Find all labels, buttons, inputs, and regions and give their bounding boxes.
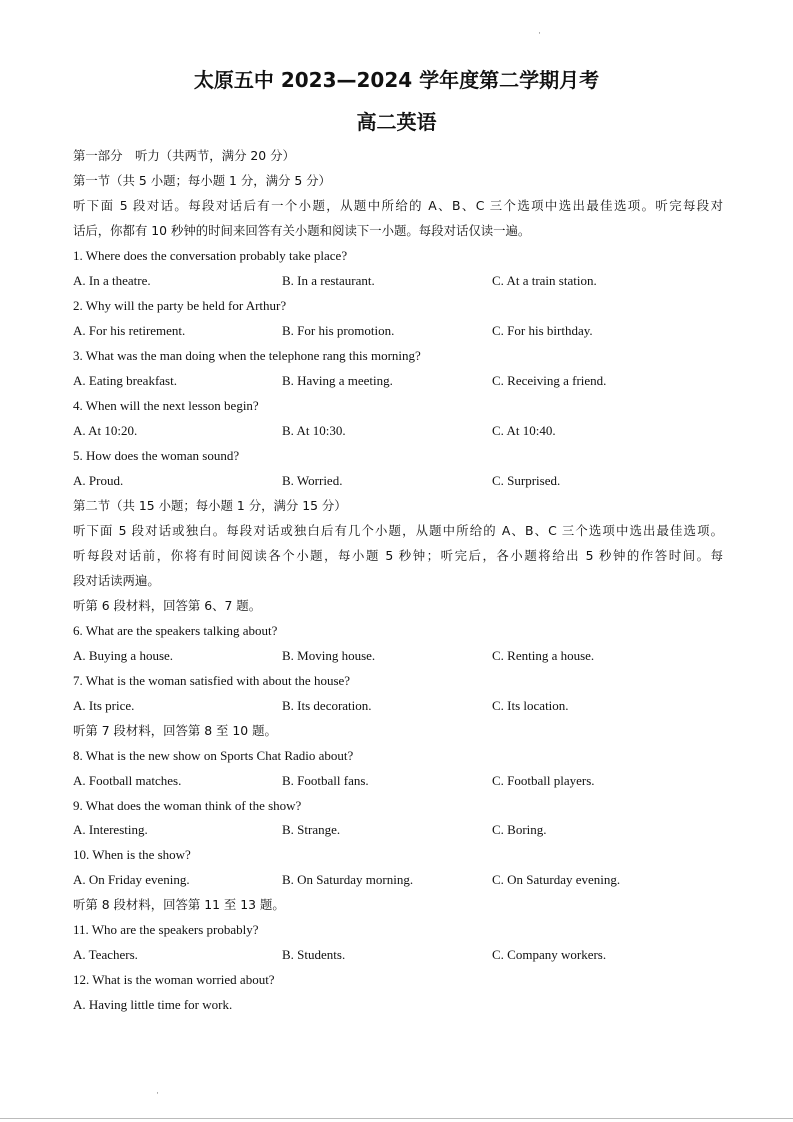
question-4: 4. When will the next lesson begin?: [73, 398, 259, 413]
question-6: 6. What are the speakers talking about?: [73, 623, 278, 638]
question-11: 11. Who are the speakers probably?: [73, 922, 259, 937]
question-11-option-b: B. Students.: [282, 947, 346, 962]
material-6-note: 听第 6 段材料，回答第 6、7 题。: [73, 598, 262, 613]
question-4-option-b: B. At 10:30.: [282, 423, 346, 438]
question-2-option-b: B. For his promotion.: [282, 323, 395, 338]
section2-instruction-line: 段对话读两遍。: [73, 573, 160, 588]
page-bottom-rule: [0, 1118, 793, 1119]
question-4-option-a: A. At 10:20.: [73, 423, 138, 438]
question-8: 8. What is the new show on Sports Chat Radio about?: [73, 748, 354, 763]
question-9-option-a: A. Interesting.: [73, 822, 148, 837]
question-9-option-c: C. Boring.: [492, 822, 547, 837]
question-12: 12. What is the woman worried about?: [73, 972, 275, 987]
question-3-option-c: C. Receiving a friend.: [492, 373, 607, 388]
question-7-option-b: B. Its decoration.: [282, 698, 372, 713]
question-2: 2. Why will the party be held for Arthur?: [73, 298, 287, 313]
question-1-option-c: C. At a train station.: [492, 273, 597, 288]
question-3-option-b: B. Having a meeting.: [282, 373, 393, 388]
question-7: 7. What is the woman satisfied with about the house?: [73, 673, 351, 688]
question-7-option-c: C. Its location.: [492, 698, 569, 713]
question-10-option-a: A. On Friday evening.: [73, 872, 190, 887]
section2-heading: 第二节（共 15 小题；每小题 1 分，满分 15 分）: [73, 498, 347, 513]
question-2-option-a: A. For his retirement.: [73, 323, 186, 338]
question-1: 1. Where does the conversation probably take place?: [73, 248, 348, 263]
question-5-option-c: C. Surprised.: [492, 473, 561, 488]
question-6-option-c: C. Renting a house.: [492, 648, 595, 663]
part1-heading: 第一部分 听力（共两节，满分 20 分）: [73, 148, 295, 163]
question-12-option-a: A. Having little time for work.: [73, 997, 233, 1012]
question-8-option-a: A. Football matches.: [73, 773, 182, 788]
exam-subtitle: 高二英语: [356, 110, 437, 134]
question-10-option-b: B. On Saturday morning.: [282, 872, 414, 887]
question-8-option-b: B. Football fans.: [282, 773, 369, 788]
question-6-option-b: B. Moving house.: [282, 648, 376, 663]
scan-dot: ·: [156, 1088, 159, 1098]
question-11-option-a: A. Teachers.: [73, 947, 138, 962]
question-3: 3. What was the man doing when the telephone rang this morning?: [73, 348, 421, 363]
question-10-option-c: C. On Saturday evening.: [492, 872, 621, 887]
question-5: 5. How does the woman sound?: [73, 448, 240, 463]
question-5-option-a: A. Proud.: [73, 473, 124, 488]
question-9: 9. What does the woman think of the show?: [73, 798, 302, 813]
question-3-option-a: A. Eating breakfast.: [73, 373, 177, 388]
section2-instruction-line: 听每段对话前，你将有时间阅读各个小题，每小题 5 秒钟；听完后，各小题将给出 5 秒钟的作答时间。每: [73, 548, 723, 563]
question-11-option-c: C. Company workers.: [492, 947, 607, 962]
exam-title: 太原五中 2023—2024 学年度第二学期月考: [193, 68, 600, 92]
question-7-option-a: A. Its price.: [73, 698, 135, 713]
question-9-option-b: B. Strange.: [282, 822, 341, 837]
section1-instruction-line: 听下面 5 段对话。每段对话后有一个小题，从题中所给的 A、B、C 三个选项中选出最佳选项。听完每段对: [73, 198, 723, 213]
question-2-option-c: C. For his birthday.: [492, 323, 593, 338]
question-1-option-a: A. In a theatre.: [73, 273, 151, 288]
section2-instruction-line: 听下面 5 段对话或独白。每段对话或独白后有几个小题，从题中所给的 A、B、C 三个选项中选出最佳选项。: [73, 523, 723, 538]
question-8-option-c: C. Football players.: [492, 773, 595, 788]
question-4-option-c: C. At 10:40.: [492, 423, 556, 438]
section1-instruction-line: 话后，你都有 10 秒钟的时间来回答有关小题和阅读下一小题。每段对话仅读一遍。: [73, 223, 531, 238]
section1-heading: 第一节（共 5 小题；每小题 1 分，满分 5 分）: [73, 173, 331, 188]
material-8-note: 听第 8 段材料，回答第 11 至 13 题。: [73, 897, 285, 912]
question-1-option-b: B. In a restaurant.: [282, 273, 375, 288]
question-6-option-a: A. Buying a house.: [73, 648, 174, 663]
question-5-option-b: B. Worried.: [282, 473, 343, 488]
material-7-note: 听第 7 段材料，回答第 8 至 10 题。: [73, 723, 277, 738]
scan-dot: ·: [538, 28, 541, 38]
question-10: 10. When is the show?: [73, 847, 191, 862]
